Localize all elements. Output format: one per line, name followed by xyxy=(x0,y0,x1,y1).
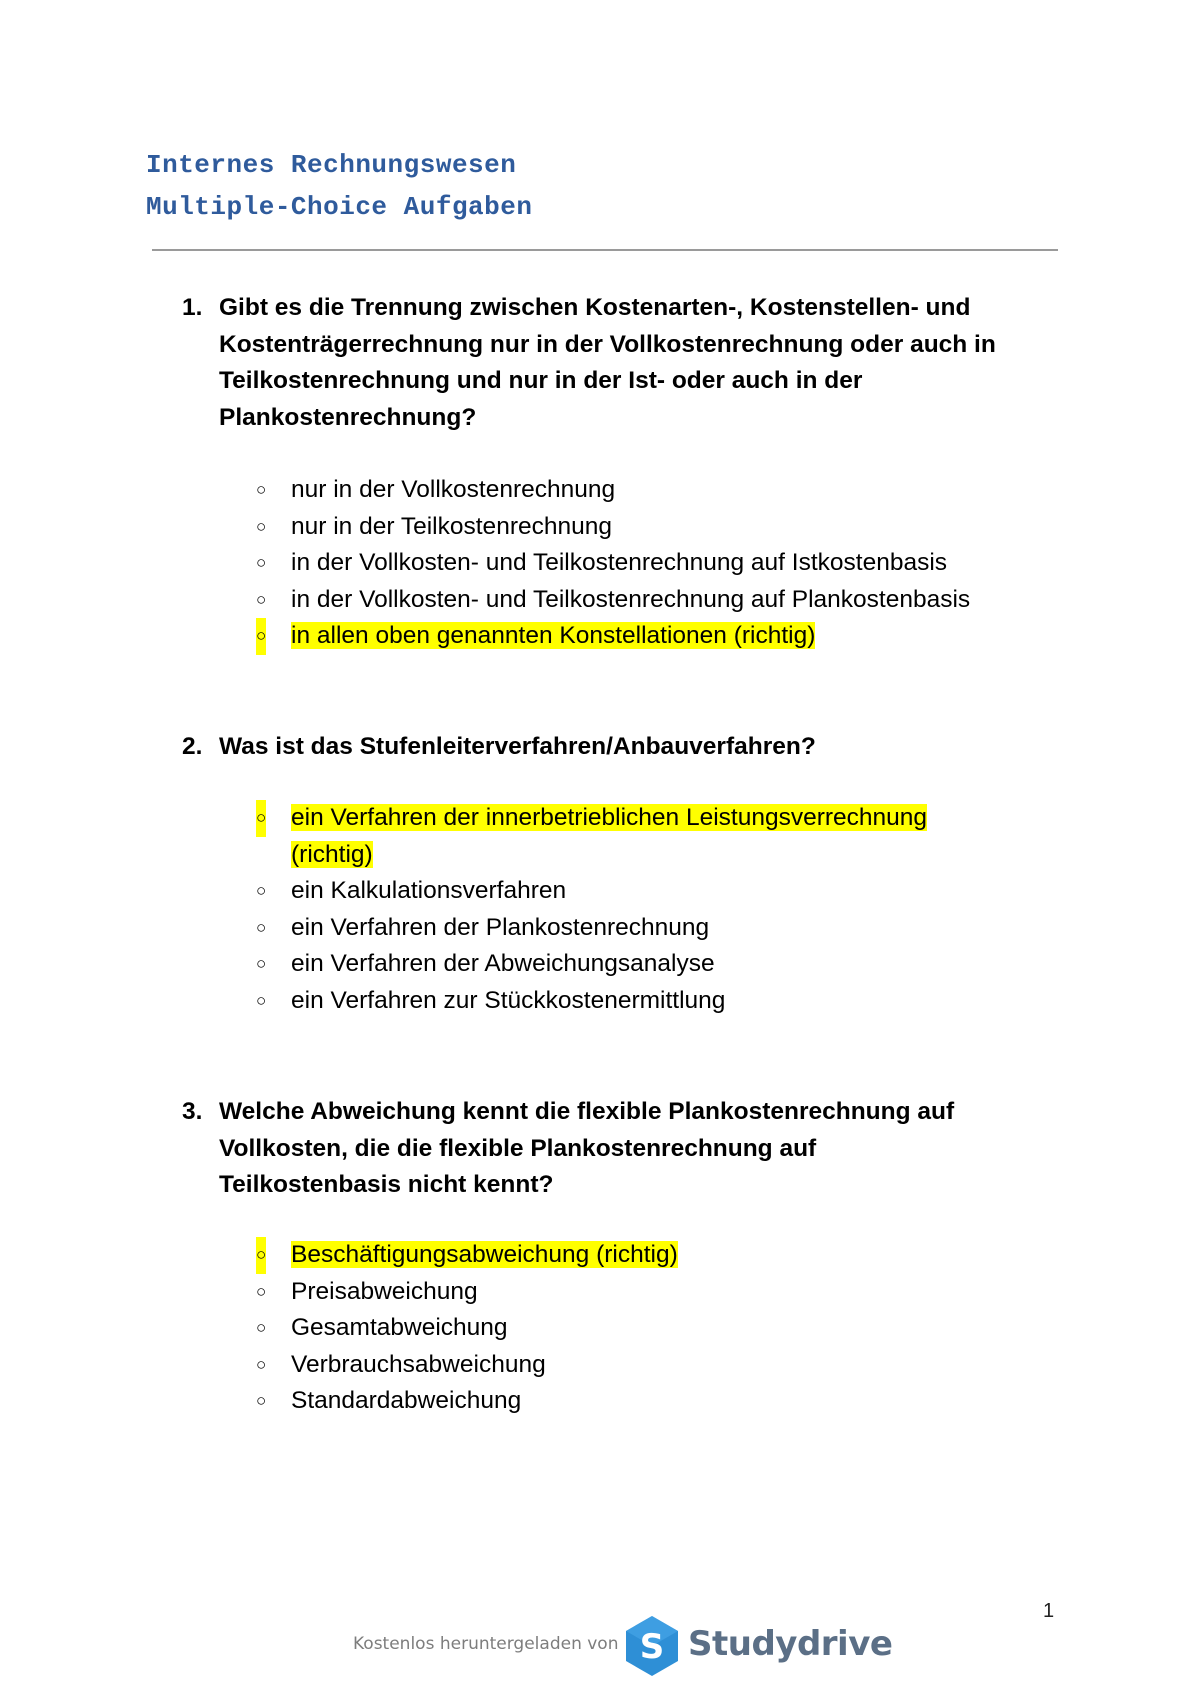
radio-circle-icon: ○ xyxy=(256,990,267,1010)
radio-circle-icon: ○ xyxy=(256,1281,267,1301)
answer-text: Preisabweichung xyxy=(291,1277,478,1305)
question-number: 2. xyxy=(182,733,203,760)
question-3 xyxy=(182,1094,1082,1204)
footer-text: Kostenlos heruntergeladen von xyxy=(353,1634,619,1654)
page-number: 1 xyxy=(1043,1600,1055,1622)
answer-option[interactable] xyxy=(254,1347,678,1384)
answer-option-correct[interactable] xyxy=(254,1237,678,1274)
answer-text: Verbrauchsabweichung xyxy=(291,1350,546,1378)
document-subtitle: Multiple-Choice Aufgaben xyxy=(146,192,533,222)
answer-text: in allen oben genannten Konstellationen (richtig) xyxy=(291,622,816,649)
answer-option[interactable] xyxy=(254,946,1011,983)
answer-option[interactable] xyxy=(254,1274,678,1311)
answer-option[interactable] xyxy=(254,545,970,582)
answer-option[interactable] xyxy=(254,472,970,509)
answer-option[interactable] xyxy=(254,1383,678,1420)
download-footer xyxy=(353,1612,893,1678)
answer-text: ein Kalkulationsverfahren xyxy=(291,877,567,904)
radio-circle-icon: ○ xyxy=(256,1354,267,1374)
answer-option-correct[interactable] xyxy=(254,618,970,655)
answer-options-3 xyxy=(254,1237,678,1420)
answer-option[interactable] xyxy=(254,1310,678,1347)
radio-circle-icon: ○ xyxy=(256,917,267,937)
question-text: Was ist das Stufenleiterverfahren/Anbauverfahren? xyxy=(219,733,816,760)
answer-option[interactable] xyxy=(254,509,970,546)
logo-letter: S xyxy=(639,1627,665,1667)
answer-option[interactable] xyxy=(254,910,1011,947)
radio-circle-icon: ○ xyxy=(256,954,267,973)
answer-text: Gesamtabweichung xyxy=(291,1314,508,1341)
question-text: Gibt es die Trennung zwischen Kostenarten-, Kostenstellen- und Kostenträgerrechnung nur in der Vollkostenrechnung oder auch in Teilkostenrechnung und nur in der Ist- oder auch in der Plankostenrechnung? xyxy=(219,294,996,431)
radio-circle-icon: ○ xyxy=(256,553,267,572)
radio-circle-icon: ○ xyxy=(256,1318,267,1337)
question-1 xyxy=(182,290,1082,440)
radio-circle-icon: ○ xyxy=(256,480,267,499)
question-text: Welche Abweichung kennt die flexible Plankostenrechnung auf Vollkosten, die die flexible Plankostenrechnung auf Teilkostenbasis nicht kennt? xyxy=(219,1098,955,1198)
radio-circle-icon: ○ xyxy=(256,1237,266,1274)
document-title: Internes Rechnungswesen xyxy=(146,150,517,180)
answer-text: nur in der Teilkostenrechnung xyxy=(291,512,612,540)
answer-options-2 xyxy=(254,800,1011,1019)
studydrive-brand: Studydrive xyxy=(688,1624,893,1664)
question-2 xyxy=(182,729,1082,769)
studydrive-logo-icon xyxy=(623,1614,681,1678)
radio-circle-icon: ○ xyxy=(256,800,266,837)
answer-options-1 xyxy=(254,472,970,655)
title-divider xyxy=(152,249,1058,251)
answer-option[interactable] xyxy=(254,582,970,619)
answer-text: ein Verfahren der Abweichungsanalyse xyxy=(291,950,715,977)
radio-circle-icon: ○ xyxy=(256,881,267,900)
answer-option[interactable] xyxy=(254,873,1011,910)
radio-circle-icon: ○ xyxy=(256,1391,267,1410)
radio-circle-icon: ○ xyxy=(256,618,266,655)
answer-option[interactable] xyxy=(254,983,1011,1020)
answer-text: Beschäftigungsabweichung (richtig) xyxy=(291,1241,678,1268)
radio-circle-icon: ○ xyxy=(256,589,267,609)
answer-text: in der Vollkosten- und Teilkostenrechnung auf Plankostenbasis xyxy=(291,585,971,613)
radio-circle-icon: ○ xyxy=(256,516,267,536)
answer-text: Standardabweichung xyxy=(291,1387,522,1414)
answer-option-correct[interactable] xyxy=(254,800,1011,873)
question-number: 1. xyxy=(182,294,203,321)
answer-text: nur in der Vollkostenrechnung xyxy=(291,476,616,503)
answer-text: in der Vollkosten- und Teilkostenrechnung auf Istkostenbasis xyxy=(291,549,948,576)
answer-text: ein Verfahren zur Stückkostenermittlung xyxy=(291,986,726,1014)
question-number: 3. xyxy=(182,1098,203,1125)
answer-text: ein Verfahren der innerbetrieblichen Leistungsverrechnung (richtig) xyxy=(291,804,928,868)
answer-text: ein Verfahren der Plankostenrechnung xyxy=(291,913,710,941)
